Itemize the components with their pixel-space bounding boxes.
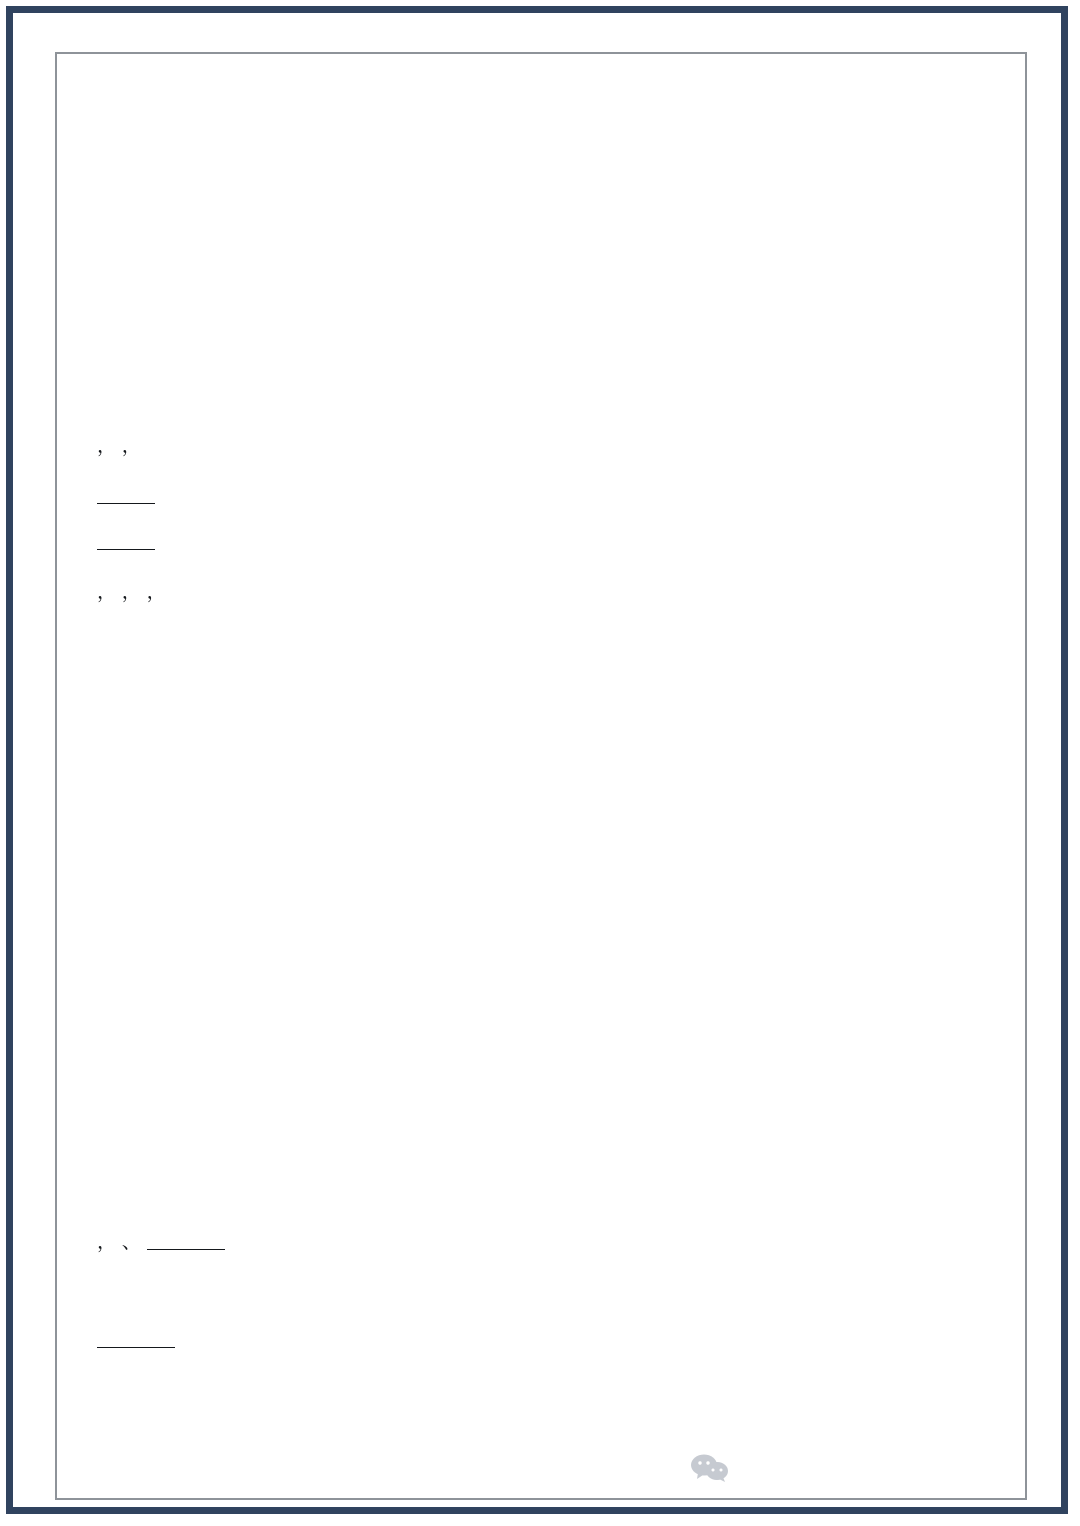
answer-blank[interactable] <box>147 1232 225 1250</box>
answer-blank[interactable] <box>97 532 155 550</box>
problem13-line2 <box>97 482 155 512</box>
problem13-line4: ， ， ， <box>97 582 167 603</box>
answer-blank[interactable] <box>97 1330 175 1348</box>
problem14-sub1a: ， 、 <box>97 1228 225 1258</box>
problem13-line1: ， ， <box>97 436 142 457</box>
problem13-line3 <box>97 528 155 558</box>
problem14-sub1b <box>97 1326 175 1356</box>
figure-2-coordinate-plane <box>382 870 612 1140</box>
answer-blank[interactable] <box>97 486 155 504</box>
footer-watermark <box>690 1452 744 1484</box>
wechat-icon <box>690 1452 730 1484</box>
figure-blank-grid <box>100 128 400 423</box>
figure-1-coordinate-plane <box>120 870 350 1140</box>
